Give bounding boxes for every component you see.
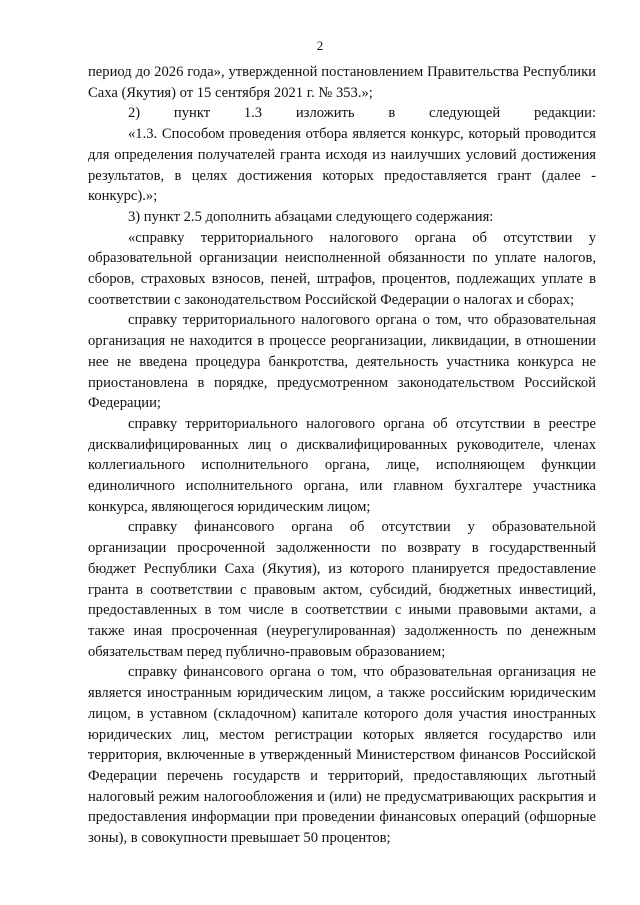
paragraph-tax-debt-certificate: «справку территориального налогового органа об отсутствии у образовательной организации неисполненной обязанности по уплате налогов, сборов, страховых взносов, пеней, штрафов, процентов, подлежащих уплате в соответствии с законодательством Российской Федерации о налогах и сборах; (88, 229, 596, 308)
page-number: 2 (316, 38, 324, 53)
paragraph-item-2: 2) пункт 1.3 изложить в следующей редакции: (128, 105, 596, 122)
paragraph-budget-debt-certificate: справку финансового органа об отсутствии у образовательной организации просроченной задолженности по возврату в государственный бюджет Республики Саха (Якутия), из которого планируется предоставление гранта в соответствии с правовым актом, субсидий, бюджетных инвестиций, предоставленных в том числе в соответствии с иными правовыми актами, а также иная просроченная (неурегулированная) задолженность по денежным обязательствам перед публично-правовым образованием; (88, 519, 596, 660)
paragraph-foreign-entity-certificate: справку финансового органа о том, что образовательная организация не является иностранным юридическим лицом, а также российским юридическим лицом, в уставном (складочном) капитале которого доля участия иностранных юридических лиц, местом регистрации которых является государство или территория, включенные в утвержденный Министерством финансов Российской Федерации перечень государств и территорий, предоставляющих льготный налоговый режим налогообложения и (или) не предусматривающих раскрытия и предоставления информации при проведении финансовых операций (офшорные зоны), в совокупности превышает 50 процентов; (88, 664, 596, 847)
paragraph-reorganization-certificate: справку территориального налогового органа о том, что образовательная организация не находится в процессе реорганизации, ликвидации, в отношении нее не введена процедура банкротства, деятельность участника конкурса не приостановлена в порядке, предусмотренном законодательством Российской Федерации; (88, 312, 596, 412)
paragraph-clause-1-3: «1.3. Способом проведения отбора является конкурс, который проводится для определения получателей гранта исходя из наилучших условий достижения результатов, в целях достижения которых предоставляется грант (далее - конкурс).»; (88, 126, 596, 205)
document-body (88, 62, 596, 849)
paragraph-disqualified-persons-certificate: справку территориального налогового органа об отсутствии в реестре дисквалифицированных лиц о дисквалифицированных руководителе, членах коллегиального исполнительного органа, лице, исполняющем функции единоличного исполнительного органа, или главном бухгалтере участника конкурса, являющегося юридическим лицом; (88, 415, 596, 515)
paragraph-program-period: период до 2026 года», утвержденной постановлением Правительства Республики Саха (Якутия) от 15 сентября 2021 г. № 353.»; (88, 64, 596, 101)
paragraph-item-3: 3) пункт 2.5 дополнить абзацами следующего содержания: (128, 208, 494, 225)
